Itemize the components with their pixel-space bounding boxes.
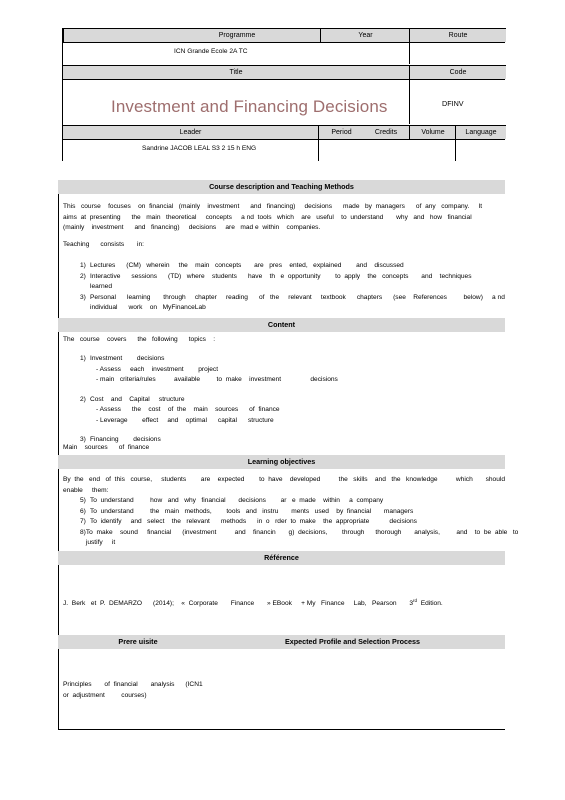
code-label: Code <box>409 65 506 79</box>
description-heading: Course description and Teaching Methods <box>58 180 505 194</box>
objectives-intro: By the end of this course, students are expected to have developed the skills and the knowledge which should enable them: <box>63 476 506 494</box>
list-item: 1) Lectures (CM) wherein the main concepts are pres ented, explained and discussed <box>80 262 404 269</box>
leader-label: Leader <box>63 125 318 139</box>
course-title: Investment and Financing Decisions <box>111 97 388 116</box>
topics-list <box>80 354 505 446</box>
credits-label: Credits <box>363 125 409 139</box>
content-intro: The course covers the following topics : <box>63 336 216 343</box>
reference-text: J. Berk et P. DEMARZO (2014); « Corporate Finance » EBook + My Finance Lab, Pearson 3rd Edition. <box>63 598 443 608</box>
list-item: 3) Personal learning through chapter reading of the relevant textbook chapters (see References below) a nd individual work on MyFinanceLab <box>80 293 505 311</box>
route-label: Route <box>409 28 506 42</box>
period-label: Period <box>318 125 364 139</box>
list-item: 6) To understand the main methods, tools and instru ments used by financial managers <box>80 507 414 515</box>
objectives-list <box>80 496 519 549</box>
profile-heading: Expected Profile and Selection Process <box>284 637 420 646</box>
programme-label: Programme <box>63 28 410 42</box>
list-item: 3) Financing decisions <box>80 436 161 443</box>
prerequisite-heading: Prere uisite <box>118 637 158 646</box>
list-item: 8) To make sound financial (investment and financin g) decisions, through thorough analysis, and to be able to justify it <box>80 528 519 546</box>
body-bottom-border <box>58 729 505 730</box>
content-sources-line: Main sources of finance <box>63 444 150 451</box>
description-line: This course focuses on financial (mainly investment and financing) decisions made by managers of any company. It <box>63 203 483 210</box>
title-label: Title <box>63 65 409 79</box>
reference-heading: Référence <box>58 551 505 565</box>
teaching-label: Teaching consists in: <box>63 241 144 248</box>
volume-label: Volume <box>409 125 456 139</box>
list-item: 7) To identify and select the relevant methods in o rder to make the appropriate decisions <box>80 518 417 525</box>
list-item: 2) Cost and Capital structure - Assess the cost of the main sources of finance - Leverage effect and optimal capital structure <box>80 395 280 424</box>
year-label: Year <box>320 28 410 42</box>
list-item: 2) Interactive sessions (TD) where students have th e opportunity to apply the concepts and techniques learned <box>80 272 472 290</box>
description-intro <box>63 202 503 234</box>
language-label: Language <box>455 125 506 139</box>
leader-row-value: Sandrine JACOB LEAL S3 2 15 h ENG <box>142 145 257 152</box>
course-code: DFINV <box>442 99 464 108</box>
programme-value: ICN Grande Ecole 2A TC <box>174 48 248 55</box>
list-item: 1) Investment decisions - Assess each investment project - main criteria/rules available to make investment decisions <box>80 355 338 383</box>
content-heading: Content <box>58 318 505 332</box>
methods-list <box>80 261 505 314</box>
description-line: aims at presenting the main theoretical concepts a nd tools which are useful to understand why and how financial <box>63 213 472 221</box>
objectives-heading: Learning objectives <box>58 455 505 469</box>
list-item: 5) To understand how and why financial decisions ar e made within a company <box>80 497 384 504</box>
description-line: (mainly investment and financing) decisions are mad e within companies. <box>63 224 321 231</box>
prerequisite-text: Principles of financial analysis (ICN1 or adjustment courses) <box>63 681 203 699</box>
